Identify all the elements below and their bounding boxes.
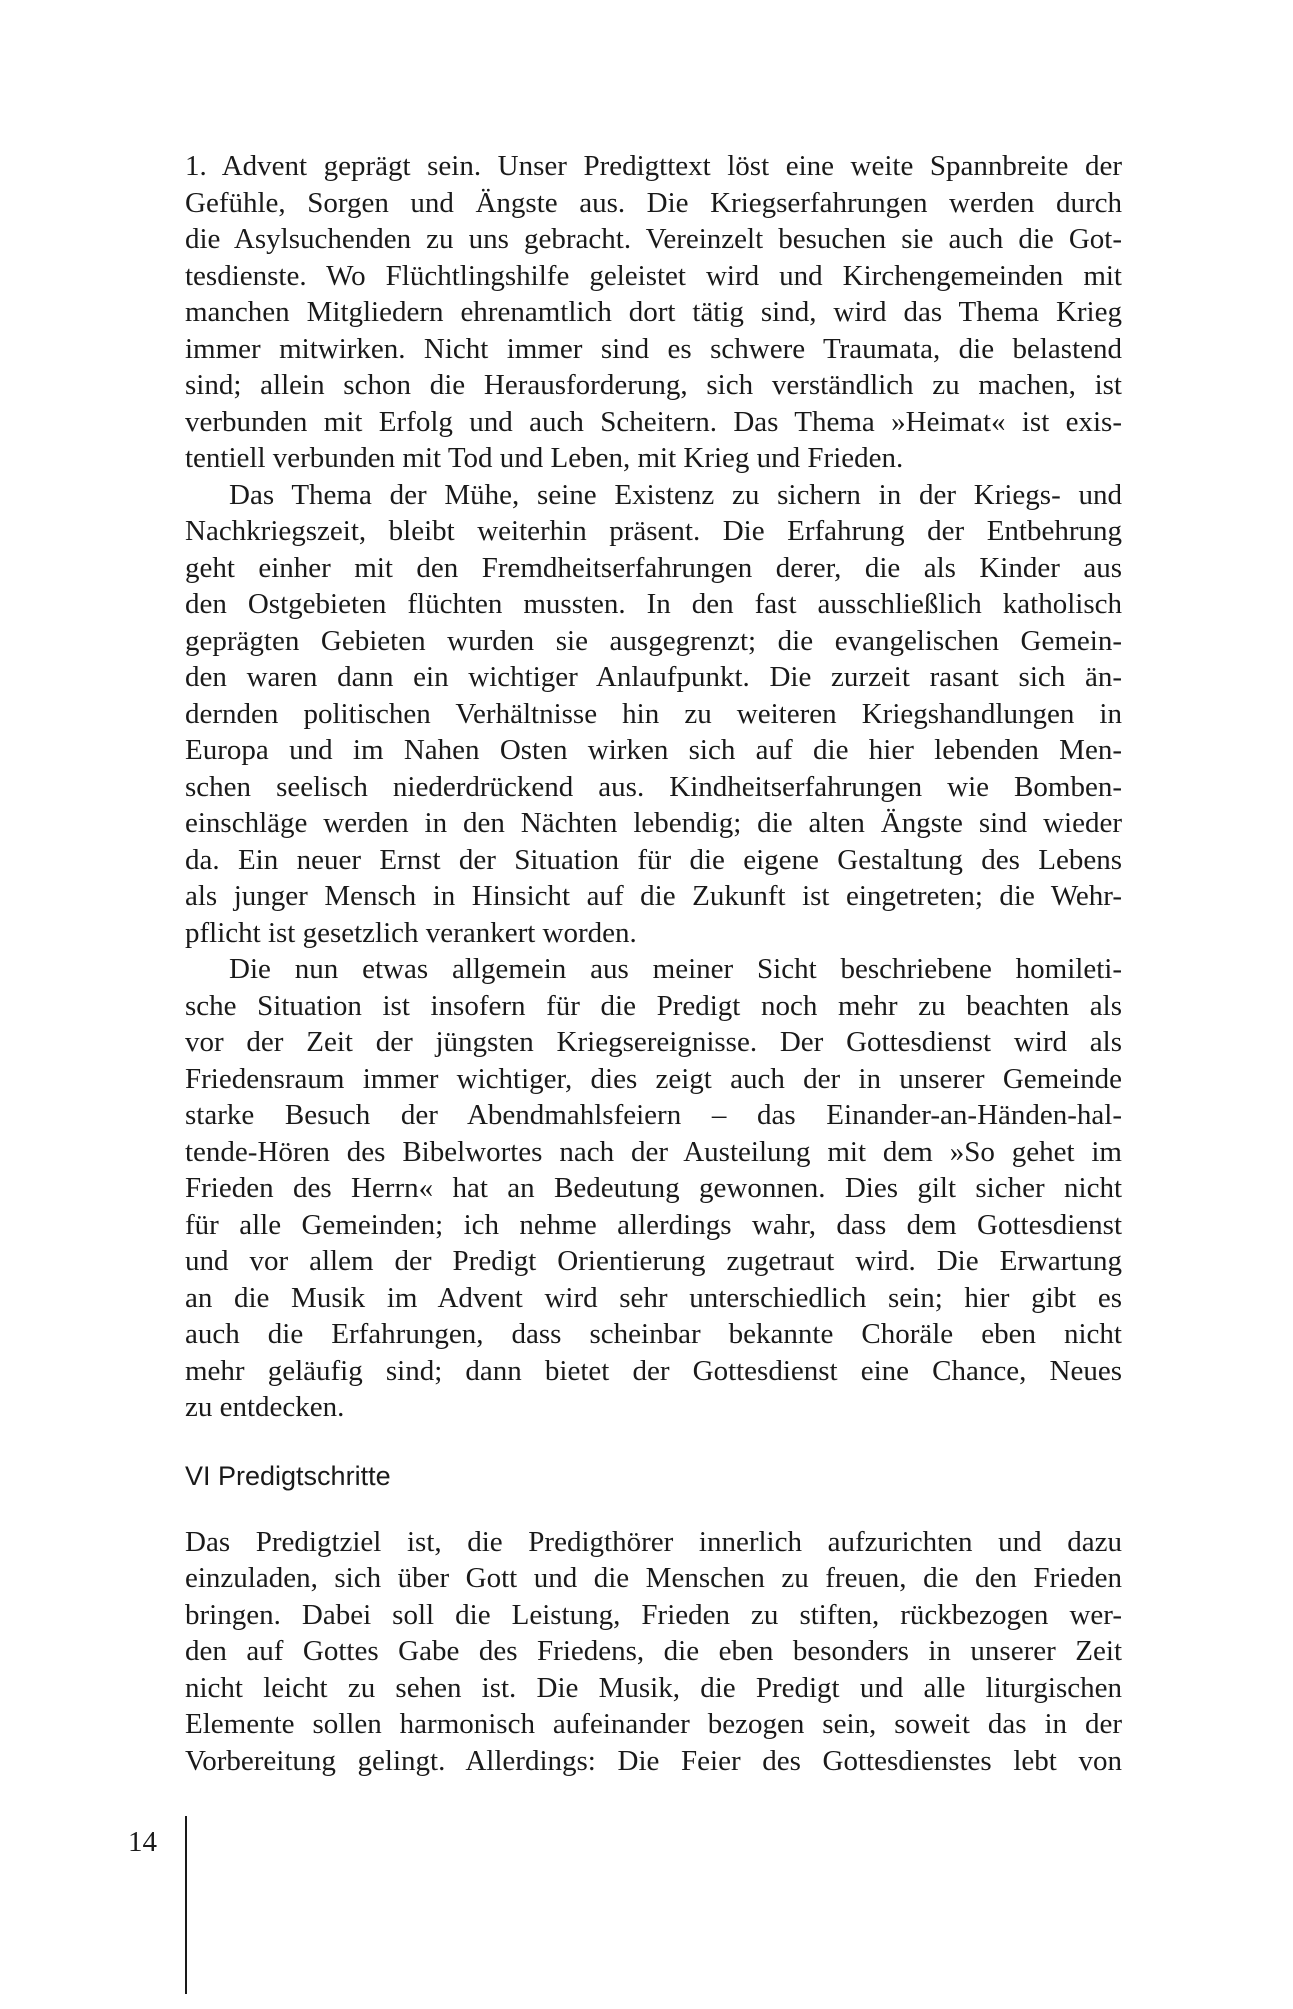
text-line: manchen Mitgliedern ehrenamtlich dort tätig sind, wird das Thema Krieg <box>185 296 1122 328</box>
text-line: sche Situation ist insofern für die Predigt noch mehr zu beachten als <box>185 989 1122 1022</box>
text-line: immer mitwirken. Nicht immer sind es schwere Traumata, die belastend <box>185 332 1122 365</box>
text-line: pflicht ist gesetzlich verankert worden. <box>185 916 637 949</box>
text-line: den waren dann ein wichtiger Anlaufpunkt. Die zurzeit rasant sich än- <box>185 661 1122 693</box>
text-line: und vor allem der Predigt Orientierung zugetraut wird. Die Erwartung <box>185 1245 1122 1277</box>
text-line: geprägten Gebieten wurden sie ausgegrenzt; die evangelischen Gemein- <box>185 624 1122 657</box>
text-line: nicht leicht zu sehen ist. Die Musik, die Predigt und alle liturgischen <box>185 1671 1122 1704</box>
text-line: den Ostgebieten flüchten mussten. In den fast ausschließlich katholisch <box>185 588 1122 620</box>
text-line: Das Thema der Mühe, seine Existenz zu sichern in der Kriegs- und <box>229 478 1122 511</box>
paragraph <box>185 148 1122 477</box>
margin-rule <box>185 1816 187 1994</box>
text-line: Friedensraum immer wichtiger, dies zeigt auch der in unserer Gemeinde <box>185 1062 1122 1095</box>
text-line: für alle Gemeinden; ich nehme allerdings wahr, dass dem Gottesdienst <box>185 1208 1122 1241</box>
text-line: mehr geläufig sind; dann bietet der Gottesdienst eine Chance, Neues <box>185 1354 1122 1387</box>
text-line: die Asylsuchenden zu uns gebracht. Vereinzelt besuchen sie auch die Got- <box>185 223 1122 255</box>
text-line: auch die Erfahrungen, dass scheinbar bekannte Choräle eben nicht <box>185 1318 1122 1350</box>
text-line: schen seelisch niederdrückend aus. Kindheitserfahrungen wie Bomben- <box>185 770 1122 803</box>
text-line: tende-Hören des Bibelwortes nach der Austeilung mit dem »So gehet im <box>185 1135 1122 1168</box>
text-line: einschläge werden in den Nächten lebendig; die alten Ängste sind wieder <box>185 807 1122 839</box>
paragraph <box>185 1524 1122 1780</box>
page-body <box>185 148 1122 1779</box>
text-line: den auf Gottes Gabe des Friedens, die eben besonders in unserer Zeit <box>185 1635 1122 1667</box>
text-line: da. Ein neuer Ernst der Situation für die eigene Gestaltung des Lebens <box>185 843 1122 876</box>
text-line: 1. Advent geprägt sein. Unser Predigttext löst eine weite Spannbreite der <box>185 150 1122 182</box>
text-line: dernden politischen Verhältnisse hin zu weiteren Kriegshandlungen in <box>185 697 1122 730</box>
paragraph <box>185 951 1122 1426</box>
text-line: zu entdecken. <box>185 1391 345 1423</box>
text-line: als junger Mensch in Hinsicht auf die Zukunft ist eingetreten; die Wehr- <box>185 880 1122 912</box>
text-line: Elemente sollen harmonisch aufeinander bezogen sein, soweit das in der <box>185 1708 1122 1740</box>
text-line: vor der Zeit der jüngsten Kriegsereignisse. Der Gottesdienst wird als <box>185 1026 1122 1058</box>
text-line: verbunden mit Erfolg und auch Scheitern. Das Thema »Heimat« ist exis- <box>185 405 1122 438</box>
body-text <box>185 148 1122 1426</box>
text-line: Vorbereitung gelingt. Allerdings: Die Feier des Gottesdienstes lebt von <box>185 1744 1122 1777</box>
text-line: Europa und im Nahen Osten wirken sich auf die hier lebenden Men- <box>185 734 1122 766</box>
text-line: an die Musik im Advent wird sehr unterschiedlich sein; hier gibt es <box>185 1281 1122 1314</box>
text-line: Das Predigtziel ist, die Predigthörer innerlich aufzurichten und dazu <box>185 1525 1122 1558</box>
text-line: Gefühle, Sorgen und Ängste aus. Die Kriegserfahrungen werden durch <box>185 186 1122 219</box>
page-number: 14 <box>128 1826 157 1858</box>
text-line: Frieden des Herrn« hat an Bedeutung gewonnen. Dies gilt sicher nicht <box>185 1172 1122 1204</box>
text-line: Nachkriegszeit, bleibt weiterhin präsent. Die Erfahrung der Entbehrung <box>185 515 1122 547</box>
text-line: bringen. Dabei soll die Leistung, Frieden zu stiften, rückbezogen wer- <box>185 1598 1122 1631</box>
text-line: geht einher mit den Fremdheitserfahrungen derer, die als Kinder aus <box>185 551 1122 584</box>
paragraph <box>185 477 1122 952</box>
section-heading: VI Predigtschritte <box>185 1460 391 1491</box>
section-body-text <box>185 1524 1122 1780</box>
text-line: starke Besuch der Abendmahlsfeiern – das Einander-an-Händen-hal- <box>185 1099 1122 1131</box>
text-line: tentiell verbunden mit Tod und Leben, mit Krieg und Frieden. <box>185 442 904 474</box>
text-line: tesdienste. Wo Flüchtlingshilfe geleistet wird und Kirchengemeinden mit <box>185 259 1122 292</box>
text-line: sind; allein schon die Herausforderung, sich verständlich zu machen, ist <box>185 369 1122 401</box>
text-line: einzuladen, sich über Gott und die Menschen zu freuen, die den Frieden <box>185 1562 1122 1594</box>
text-line: Die nun etwas allgemein aus meiner Sicht beschriebene homileti- <box>229 953 1122 985</box>
